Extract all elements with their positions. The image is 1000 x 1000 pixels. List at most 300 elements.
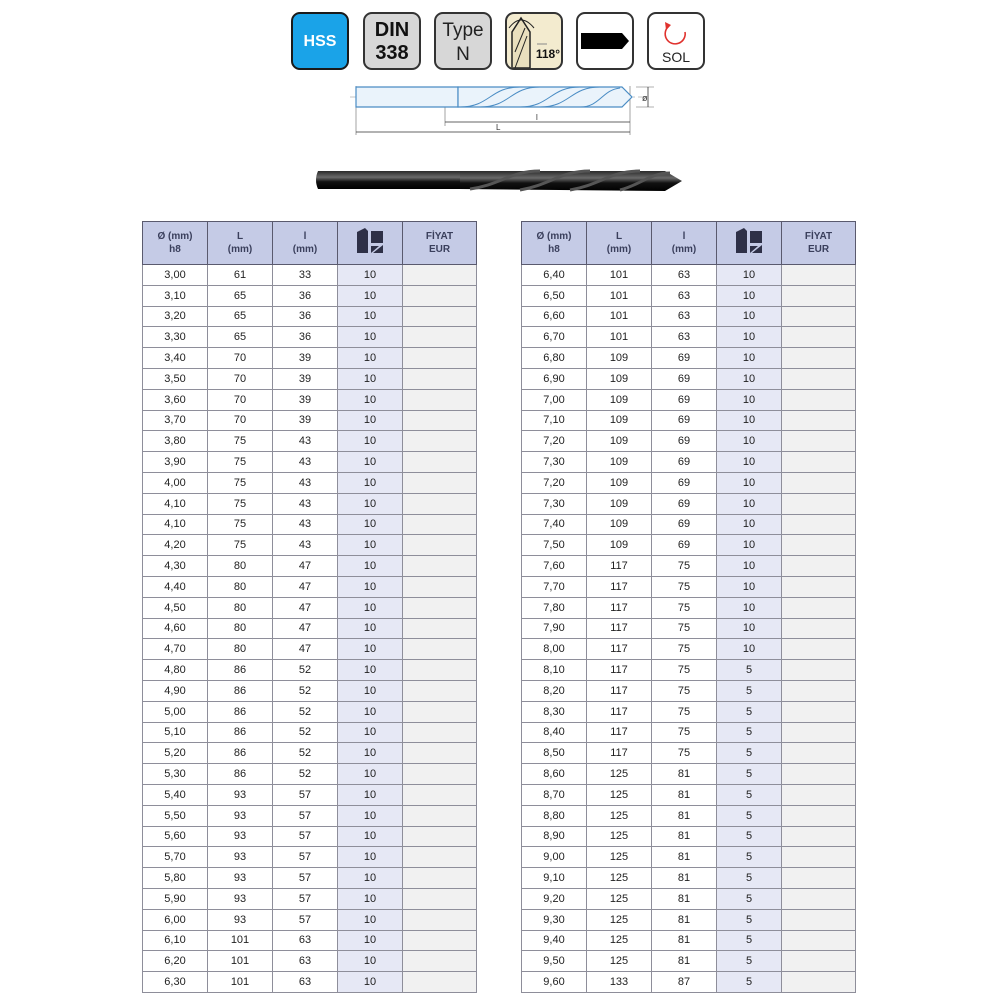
total-length-cell: 109 — [587, 535, 652, 556]
diameter-cell: 3,10 — [143, 285, 208, 306]
price-header: FİYAT EUR — [403, 222, 477, 265]
price-cell — [782, 597, 856, 618]
flute-length-cell: 75 — [652, 722, 717, 743]
price-cell — [403, 701, 477, 722]
table-row — [522, 452, 856, 473]
table-row — [522, 306, 856, 327]
table-row — [522, 660, 856, 681]
drill-size-table-left — [142, 221, 477, 993]
din-number: 338 — [375, 42, 409, 64]
total-length-cell: 117 — [587, 597, 652, 618]
table-row — [143, 327, 477, 348]
quantity-cell: 10 — [338, 285, 403, 306]
table-row — [522, 784, 856, 805]
flute-length-cell: 57 — [273, 909, 338, 930]
total-length-cell: 65 — [208, 285, 273, 306]
flute-length-cell: 75 — [652, 660, 717, 681]
quantity-cell: 10 — [717, 265, 782, 286]
price-cell — [782, 327, 856, 348]
price-cell — [782, 680, 856, 701]
table-row — [143, 722, 477, 743]
table-row — [143, 348, 477, 369]
diameter-cell: 8,40 — [522, 722, 587, 743]
total-length-cell: 109 — [587, 410, 652, 431]
flute-length-cell: 39 — [273, 348, 338, 369]
total-length-cell: 86 — [208, 680, 273, 701]
price-cell — [782, 784, 856, 805]
price-cell — [782, 306, 856, 327]
flute-length-cell: 57 — [273, 868, 338, 889]
diameter-cell: 4,10 — [143, 514, 208, 535]
flute-length-cell: 63 — [652, 327, 717, 348]
total-length-cell: 125 — [587, 784, 652, 805]
quantity-cell: 10 — [338, 660, 403, 681]
flute-length-cell: 39 — [273, 410, 338, 431]
total-length-cell: 93 — [208, 784, 273, 805]
total-length-cell: 93 — [208, 888, 273, 909]
diameter-cell: 4,70 — [143, 639, 208, 660]
price-cell — [403, 556, 477, 577]
table-row — [143, 493, 477, 514]
price-cell — [403, 660, 477, 681]
table-row — [522, 368, 856, 389]
drill-dimension-drawing — [340, 80, 660, 142]
total-length-cell: 86 — [208, 743, 273, 764]
shank-badge — [576, 12, 634, 70]
table-row — [522, 597, 856, 618]
table-row — [522, 327, 856, 348]
flute-length-header: l (mm) — [273, 222, 338, 265]
diameter-cell: 7,30 — [522, 493, 587, 514]
price-cell — [403, 722, 477, 743]
table-row — [143, 847, 477, 868]
diameter-cell: 7,00 — [522, 389, 587, 410]
total-length-cell: 125 — [587, 951, 652, 972]
flute-length-cell: 63 — [652, 285, 717, 306]
flute-length-cell: 63 — [273, 951, 338, 972]
diameter-cell: 4,20 — [143, 535, 208, 556]
total-length-cell: 109 — [587, 472, 652, 493]
price-cell — [403, 868, 477, 889]
price-cell — [403, 826, 477, 847]
type-value: N — [456, 44, 470, 65]
diameter-cell: 7,40 — [522, 514, 587, 535]
price-cell — [782, 368, 856, 389]
quantity-cell: 10 — [717, 514, 782, 535]
price-cell — [782, 701, 856, 722]
quantity-cell: 5 — [717, 930, 782, 951]
price-cell — [403, 639, 477, 660]
price-cell — [403, 306, 477, 327]
flute-length-cell: 75 — [652, 639, 717, 660]
flute-length-cell: 69 — [652, 431, 717, 452]
diameter-cell: 7,50 — [522, 535, 587, 556]
flute-length-cell: 43 — [273, 514, 338, 535]
price-cell — [782, 618, 856, 639]
diameter-cell: 4,40 — [143, 576, 208, 597]
total-length-cell: 117 — [587, 680, 652, 701]
flute-length-cell: 69 — [652, 472, 717, 493]
total-length-cell: 75 — [208, 535, 273, 556]
type-badge — [434, 12, 492, 70]
diameter-cell: 5,80 — [143, 868, 208, 889]
total-length-cell: 75 — [208, 452, 273, 473]
flute-length-cell: 69 — [652, 410, 717, 431]
flute-length-cell: 47 — [273, 597, 338, 618]
price-cell — [782, 888, 856, 909]
price-cell — [403, 743, 477, 764]
total-length-cell: 117 — [587, 639, 652, 660]
quantity-cell: 10 — [338, 618, 403, 639]
flute-length-cell: 39 — [273, 389, 338, 410]
diameter-cell: 3,20 — [143, 306, 208, 327]
quantity-cell: 10 — [717, 410, 782, 431]
quantity-cell: 10 — [717, 431, 782, 452]
flute-length-cell: 33 — [273, 265, 338, 286]
quantity-cell: 10 — [338, 826, 403, 847]
price-cell — [782, 410, 856, 431]
table-row — [522, 743, 856, 764]
table-row — [143, 909, 477, 930]
price-cell — [403, 576, 477, 597]
diameter-cell: 5,70 — [143, 847, 208, 868]
flute-length-cell: 75 — [652, 576, 717, 597]
flute-length-cell: 69 — [652, 514, 717, 535]
table-row — [522, 410, 856, 431]
diameter-cell: 9,00 — [522, 847, 587, 868]
total-length-cell: 109 — [587, 431, 652, 452]
total-length-cell: 125 — [587, 805, 652, 826]
diameter-cell: 5,90 — [143, 888, 208, 909]
flute-length-cell: 81 — [652, 847, 717, 868]
price-cell — [403, 680, 477, 701]
diameter-cell: 4,90 — [143, 680, 208, 701]
diameter-cell: 8,90 — [522, 826, 587, 847]
total-length-cell: 117 — [587, 701, 652, 722]
table-row — [143, 868, 477, 889]
flute-length-cell: 81 — [652, 826, 717, 847]
package-quantity-icon — [734, 227, 764, 255]
total-length-cell: 117 — [587, 722, 652, 743]
price-cell — [403, 535, 477, 556]
price-cell — [403, 452, 477, 473]
quantity-cell: 10 — [338, 493, 403, 514]
quantity-cell: 10 — [717, 285, 782, 306]
table-row — [143, 784, 477, 805]
total-length-cell: 65 — [208, 306, 273, 327]
price-cell — [403, 368, 477, 389]
diameter-cell: 3,90 — [143, 452, 208, 473]
table-row — [143, 514, 477, 535]
quantity-cell: 5 — [717, 784, 782, 805]
diameter-cell: 8,00 — [522, 639, 587, 660]
total-length-cell: 109 — [587, 389, 652, 410]
quantity-cell: 10 — [717, 327, 782, 348]
diameter-cell: 5,60 — [143, 826, 208, 847]
flute-length-cell: 75 — [652, 701, 717, 722]
price-cell — [403, 930, 477, 951]
flute-length-cell: 75 — [652, 618, 717, 639]
total-length-cell: 117 — [587, 743, 652, 764]
table-row — [522, 285, 856, 306]
quantity-cell: 10 — [338, 805, 403, 826]
table-row — [143, 576, 477, 597]
flute-length-cell: 57 — [273, 784, 338, 805]
flute-length-dim-label: l — [536, 113, 538, 122]
total-length-dim-label: L — [496, 123, 501, 132]
table-row — [143, 930, 477, 951]
quantity-cell: 10 — [717, 597, 782, 618]
flute-length-cell: 69 — [652, 493, 717, 514]
price-cell — [403, 410, 477, 431]
table-row — [522, 680, 856, 701]
table-row — [522, 639, 856, 660]
diameter-cell: 6,80 — [522, 348, 587, 369]
quantity-cell: 10 — [338, 951, 403, 972]
flute-length-cell: 69 — [652, 389, 717, 410]
table-row — [143, 368, 477, 389]
flute-length-cell: 69 — [652, 368, 717, 389]
quantity-cell: 10 — [338, 410, 403, 431]
quantity-cell: 5 — [717, 743, 782, 764]
table-row — [143, 764, 477, 785]
diameter-cell: 7,20 — [522, 472, 587, 493]
flute-length-header: l (mm) — [652, 222, 717, 265]
diameter-cell: 9,10 — [522, 868, 587, 889]
price-cell — [782, 514, 856, 535]
flute-length-cell: 43 — [273, 472, 338, 493]
diameter-cell: 8,30 — [522, 701, 587, 722]
price-cell — [782, 493, 856, 514]
quantity-cell: 10 — [338, 888, 403, 909]
table-row — [143, 265, 477, 286]
price-cell — [782, 805, 856, 826]
diameter-cell: 7,10 — [522, 410, 587, 431]
diameter-cell: 8,10 — [522, 660, 587, 681]
diameter-cell: 6,50 — [522, 285, 587, 306]
total-length-cell: 117 — [587, 660, 652, 681]
total-length-header: L (mm) — [208, 222, 273, 265]
quantity-cell: 10 — [338, 722, 403, 743]
total-length-cell: 101 — [208, 972, 273, 993]
diameter-cell: 7,20 — [522, 431, 587, 452]
price-cell — [782, 660, 856, 681]
price-cell — [782, 909, 856, 930]
diameter-cell: 3,70 — [143, 410, 208, 431]
price-cell — [782, 826, 856, 847]
flute-length-cell: 81 — [652, 930, 717, 951]
quantity-cell: 10 — [717, 306, 782, 327]
diameter-cell: 5,10 — [143, 722, 208, 743]
total-length-cell: 125 — [587, 764, 652, 785]
table-row — [522, 909, 856, 930]
flute-length-cell: 47 — [273, 576, 338, 597]
quantity-cell: 5 — [717, 972, 782, 993]
flute-length-cell: 57 — [273, 826, 338, 847]
price-cell — [782, 556, 856, 577]
quantity-cell: 10 — [338, 701, 403, 722]
flute-length-cell: 63 — [273, 930, 338, 951]
diameter-cell: 4,10 — [143, 493, 208, 514]
flute-length-cell: 47 — [273, 556, 338, 577]
total-length-cell: 75 — [208, 493, 273, 514]
quantity-cell: 10 — [717, 368, 782, 389]
table-row — [143, 701, 477, 722]
table-row — [143, 660, 477, 681]
total-length-cell: 133 — [587, 972, 652, 993]
diameter-cell: 9,60 — [522, 972, 587, 993]
price-cell — [403, 597, 477, 618]
diameter-cell: 5,00 — [143, 701, 208, 722]
price-cell — [403, 784, 477, 805]
table-row — [522, 805, 856, 826]
total-length-cell: 75 — [208, 472, 273, 493]
table-row — [143, 410, 477, 431]
table-row — [522, 868, 856, 889]
table-row — [143, 389, 477, 410]
total-length-cell: 125 — [587, 888, 652, 909]
total-length-cell: 80 — [208, 576, 273, 597]
quantity-cell: 10 — [338, 847, 403, 868]
flute-length-cell: 57 — [273, 805, 338, 826]
quantity-cell: 10 — [717, 348, 782, 369]
din-badge — [363, 12, 421, 70]
diameter-cell: 6,10 — [143, 930, 208, 951]
cylindrical-shank-icon — [578, 14, 632, 68]
quantity-cell: 5 — [717, 701, 782, 722]
quantity-cell: 5 — [717, 826, 782, 847]
quantity-cell: 10 — [717, 389, 782, 410]
total-length-cell: 70 — [208, 389, 273, 410]
table-row — [143, 888, 477, 909]
quantity-cell: 10 — [338, 452, 403, 473]
quantity-cell: 10 — [717, 535, 782, 556]
flute-length-cell: 81 — [652, 805, 717, 826]
diameter-cell: 6,20 — [143, 951, 208, 972]
quantity-cell: 5 — [717, 660, 782, 681]
price-cell — [403, 909, 477, 930]
price-cell — [782, 285, 856, 306]
flute-length-cell: 47 — [273, 639, 338, 660]
table-row — [522, 576, 856, 597]
total-length-cell: 86 — [208, 722, 273, 743]
price-cell — [403, 972, 477, 993]
flute-length-cell: 87 — [652, 972, 717, 993]
quantity-cell: 10 — [338, 472, 403, 493]
diameter-cell: 3,00 — [143, 265, 208, 286]
diameter-cell: 3,60 — [143, 389, 208, 410]
flute-length-cell: 47 — [273, 618, 338, 639]
flute-length-cell: 81 — [652, 909, 717, 930]
table-row — [522, 888, 856, 909]
total-length-cell: 109 — [587, 452, 652, 473]
quantity-cell: 10 — [338, 930, 403, 951]
diameter-cell: 4,30 — [143, 556, 208, 577]
table-row — [143, 472, 477, 493]
total-length-cell: 75 — [208, 431, 273, 452]
table-row — [522, 472, 856, 493]
total-length-cell: 125 — [587, 847, 652, 868]
total-length-cell: 93 — [208, 847, 273, 868]
diameter-cell: 4,60 — [143, 618, 208, 639]
hss-label: HSS — [303, 33, 337, 50]
flute-length-cell: 57 — [273, 847, 338, 868]
total-length-cell: 101 — [587, 285, 652, 306]
price-cell — [782, 431, 856, 452]
rotation-badge — [647, 12, 705, 70]
total-length-cell: 70 — [208, 410, 273, 431]
flute-length-cell: 81 — [652, 784, 717, 805]
total-length-cell: 80 — [208, 639, 273, 660]
table-header-row — [522, 222, 856, 265]
price-header: FİYAT EUR — [782, 222, 856, 265]
total-length-cell: 101 — [587, 265, 652, 286]
diameter-cell: 5,50 — [143, 805, 208, 826]
table-row — [522, 348, 856, 369]
total-length-cell: 93 — [208, 826, 273, 847]
quantity-cell: 10 — [338, 639, 403, 660]
total-length-cell: 80 — [208, 618, 273, 639]
price-cell — [782, 452, 856, 473]
total-length-cell: 70 — [208, 348, 273, 369]
diameter-cell: 7,80 — [522, 597, 587, 618]
table-row — [143, 535, 477, 556]
price-cell — [403, 618, 477, 639]
price-cell — [782, 722, 856, 743]
diameter-cell: 8,80 — [522, 805, 587, 826]
quantity-cell: 10 — [338, 389, 403, 410]
quantity-cell: 10 — [338, 972, 403, 993]
quantity-cell: 10 — [717, 639, 782, 660]
total-length-cell: 80 — [208, 556, 273, 577]
quantity-cell: 10 — [338, 784, 403, 805]
diameter-cell: 9,50 — [522, 951, 587, 972]
price-cell — [403, 493, 477, 514]
quantity-cell: 10 — [338, 535, 403, 556]
table-row — [522, 847, 856, 868]
table-row — [143, 431, 477, 452]
table-row — [143, 972, 477, 993]
flute-length-cell: 75 — [652, 556, 717, 577]
price-cell — [403, 285, 477, 306]
diameter-cell: 9,20 — [522, 888, 587, 909]
total-length-cell: 101 — [208, 951, 273, 972]
quantity-cell: 10 — [338, 743, 403, 764]
table-row — [522, 951, 856, 972]
total-length-cell: 93 — [208, 805, 273, 826]
diameter-cell: 3,30 — [143, 327, 208, 348]
price-cell — [403, 348, 477, 369]
table-header-row — [143, 222, 477, 265]
price-cell — [403, 951, 477, 972]
total-length-cell: 101 — [587, 306, 652, 327]
table-row — [143, 306, 477, 327]
table-row — [143, 556, 477, 577]
table-row — [143, 805, 477, 826]
flute-length-cell: 43 — [273, 493, 338, 514]
price-cell — [782, 972, 856, 993]
price-cell — [403, 514, 477, 535]
total-length-cell: 93 — [208, 909, 273, 930]
flute-length-cell: 52 — [273, 722, 338, 743]
total-length-cell: 80 — [208, 597, 273, 618]
price-cell — [782, 847, 856, 868]
flute-length-cell: 63 — [652, 306, 717, 327]
package-quantity-header — [338, 222, 403, 265]
price-cell — [782, 743, 856, 764]
table-row — [143, 452, 477, 473]
diameter-cell: 6,70 — [522, 327, 587, 348]
